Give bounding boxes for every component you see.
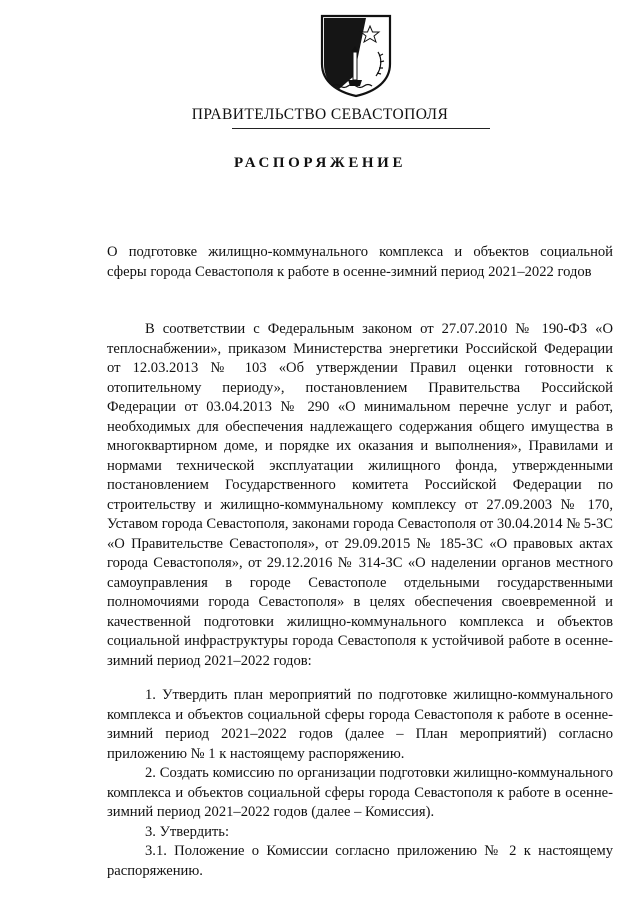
order-item-2: 2. Создать комиссию по организации подготовки жилищно-коммунального комплекса и объектов социальной сферы города Севастополя к работе в осенне-зимний период 2021–2022 годов (далее – Комиссия). xyxy=(107,765,613,820)
order-item-3: 3. Утвердить: xyxy=(145,823,230,840)
order-item-1: 1. Утвердить план мероприятий по подготовке жилищно-коммунального комплекса и объектов социальной сферы города Севастополя к работе в осенне-зимний период 2021–2022 годов (далее – План мероприятий) согласно приложению № 1 к настоящему распоряжению. xyxy=(107,687,613,762)
header-divider xyxy=(232,128,490,129)
subject-line: О подготовке жилищно-коммунального комплекса и объектов социальной xyxy=(107,244,613,260)
subject-line: сферы города Севастополя к работе в осенне-зимний период 2021–2022 годов xyxy=(107,263,592,280)
sevastopol-coat-of-arms-icon xyxy=(318,12,394,98)
issuing-authority: ПРАВИТЕЛЬСТВО СЕВАСТОПОЛЯ xyxy=(191,106,449,123)
order-item-3-1: 3.1. Положение о Комиссии согласно приложению № 2 к настоящему распоряжению. xyxy=(107,843,613,879)
document-body xyxy=(107,320,613,881)
preamble-paragraph: В соответствии с Федеральным законом от 27.07.2010 № 190-ФЗ «О теплоснабжении», приказом Министерства энергетики Российской Федерации от 12.03.2013 № 103 «Об утверждении Правил оценки готовности к отопительному периоду», постановлением Правительства Российской Федерации от 03.04.2013 № 290 «О минимальном перечне услуг и работ, необходимых для обеспечения надлежащего содержания общего имущества в многоквартирном доме, и порядке их оказания и выполнения», Правилами и нормами технической эксплуатации жилищного фонда, утвержденными постановлением Государственного комитета Российской Федерации по строительству и жилищно-коммунальному комплексу от 27.09.2003 № 170, Уставом города Севастополя, законами города Севастополя от 30.04.2014 № 5-ЗС «О Правительстве Севастополя», от 29.09.2015 № 185-ЗС «О правовых актах города Севастополя», от 29.12.2016 № 314-ЗС «О наделении органов местного самоуправления в городе Севастополе отдельными государственными полномочиями города Севастополя» в целях обеспечения своевременной и качественной подготовки жилищно-коммунального комплекса и объектов социальной инфраструктуры города Севастополя к устойчивой работе в осенне-зимний период 2021–2022 годов: xyxy=(107,321,613,669)
document-subject xyxy=(107,243,613,282)
document-type-title: РАСПОРЯЖЕНИЕ xyxy=(233,155,407,171)
